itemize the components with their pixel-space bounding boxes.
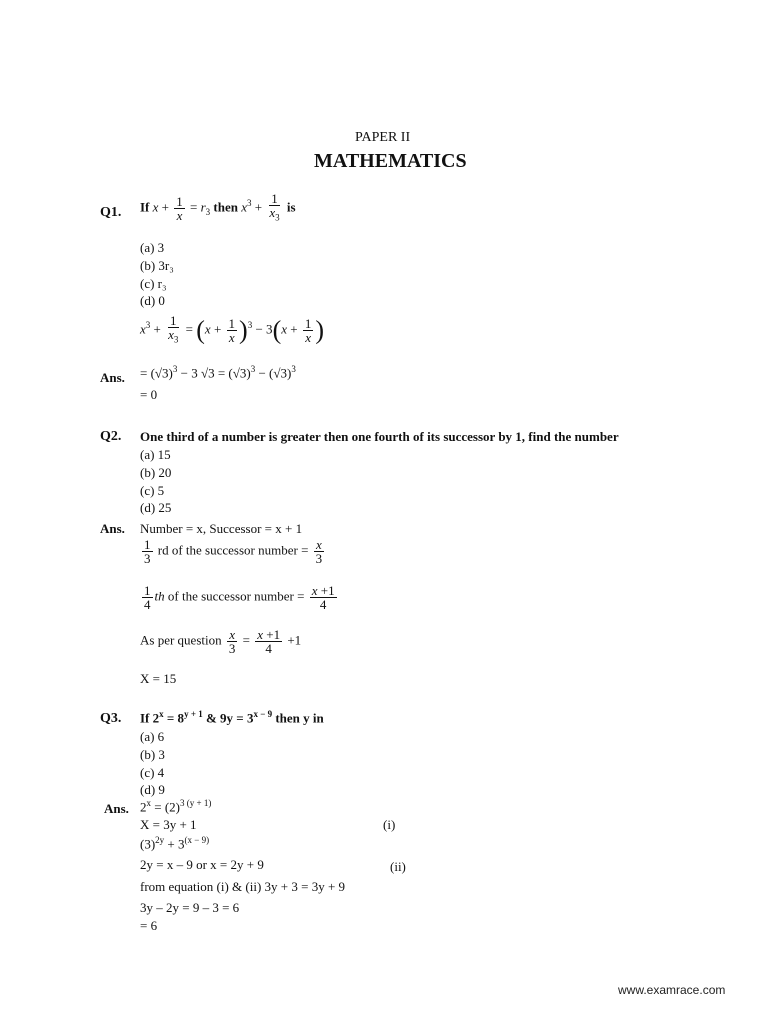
q3-option-c: (c) 4 <box>140 765 165 780</box>
q3-line3: $(3)^{2y} + 3^{(x - 9)}$ <box>140 835 210 852</box>
q2-answer-label: Ans. <box>100 521 125 536</box>
q2-question: One third of a number is greater then one fourth of its successor by 1, find the number <box>140 429 619 444</box>
q3-tag1: (i) <box>383 817 396 832</box>
q1-if: If <box>140 199 150 215</box>
q2-line2-text: rd of the successor number = <box>157 542 309 558</box>
page-title: MATHEMATICS <box>314 150 467 172</box>
q1-is: is <box>286 199 296 215</box>
q1-option-a: (a) 3 <box>140 240 165 255</box>
q2-result: X = 15 <box>140 671 177 686</box>
q3-line7: = 6 <box>140 918 158 933</box>
q3-then-text: then y in <box>275 710 324 726</box>
q2-number: Q2. <box>100 429 122 444</box>
q3-question: If $2^x = 8^{y + 1}$ & $9y = 3^{x - 9}$ then y in <box>140 709 324 726</box>
q3-answer-label: Ans. <box>104 801 129 816</box>
q1-number: Q1. <box>100 205 122 220</box>
q3-tag2: (ii) <box>390 859 406 874</box>
q1-option-d: (d) 0 <box>140 293 165 308</box>
q3-line2: X = 3y + 1 <box>140 817 197 832</box>
paper-label: PAPER II <box>355 130 411 145</box>
footer-site: www.examrace.com <box>618 983 726 997</box>
q1-result: = 0 <box>140 387 158 402</box>
q3-option-a: (a) 6 <box>140 729 165 744</box>
q3-line5: from equation (i) & (ii) 3y + 3 = 3y + 9 <box>140 879 346 894</box>
q2-line4: As per question $\frac{x}{3}$ = $\frac{x +1}{4}$ +1 <box>140 627 302 656</box>
q2-line1: Number = x, Successor = x + 1 <box>140 521 303 536</box>
q1-working-line2: = $(√3)^3 - 3$ $√3 = (√3)^3 - (√3)^3$ <box>140 364 296 381</box>
q2-line3: $\frac{1}{4}$ th of the successor number = $\frac{x +1}{4}$ <box>144 583 335 612</box>
q3-line4: 2y = x – 9 or x = 2y + 9 <box>140 857 264 872</box>
q2-option-b: (b) 20 <box>140 465 172 480</box>
q3-line1: $2^x = (2)^{3 (y + 1)}$ <box>140 798 212 815</box>
q2-line3-text: of the successor number = <box>167 588 305 604</box>
q1-answer-label: Ans. <box>100 370 125 385</box>
q1-option-b: (b) 3r₃ <box>140 258 174 273</box>
q1-question: If x + $\frac{1}{x}$ = $r_3$ then $x^3$ + $\frac{1}{x_3}$ is <box>140 191 296 223</box>
q3-number: Q3. <box>100 711 122 726</box>
q1-option-c: (c) r₃ <box>140 276 167 291</box>
q2-line2: $\frac{1}{3}$ rd of the successor number = $\frac{x}{3}$ <box>144 537 323 566</box>
q3-option-d: (d) 9 <box>140 782 165 797</box>
q1-then: then <box>213 199 238 215</box>
q2-line4-text: As per question <box>140 632 222 648</box>
q1-working-line1: $x^3$ + $\frac{1}{x_3}$ = (x + $\frac{1}{x}$ )$^3$ − 3(x + $\frac{1}{x}$ ) <box>140 313 325 345</box>
q2-option-c: (c) 5 <box>140 483 165 498</box>
q3-option-b: (b) 3 <box>140 747 165 762</box>
q2-option-d: (d) 25 <box>140 500 172 515</box>
q3-line6: 3y – 2y = 9 – 3 = 6 <box>140 900 240 915</box>
q2-option-a: (a) 15 <box>140 447 171 462</box>
